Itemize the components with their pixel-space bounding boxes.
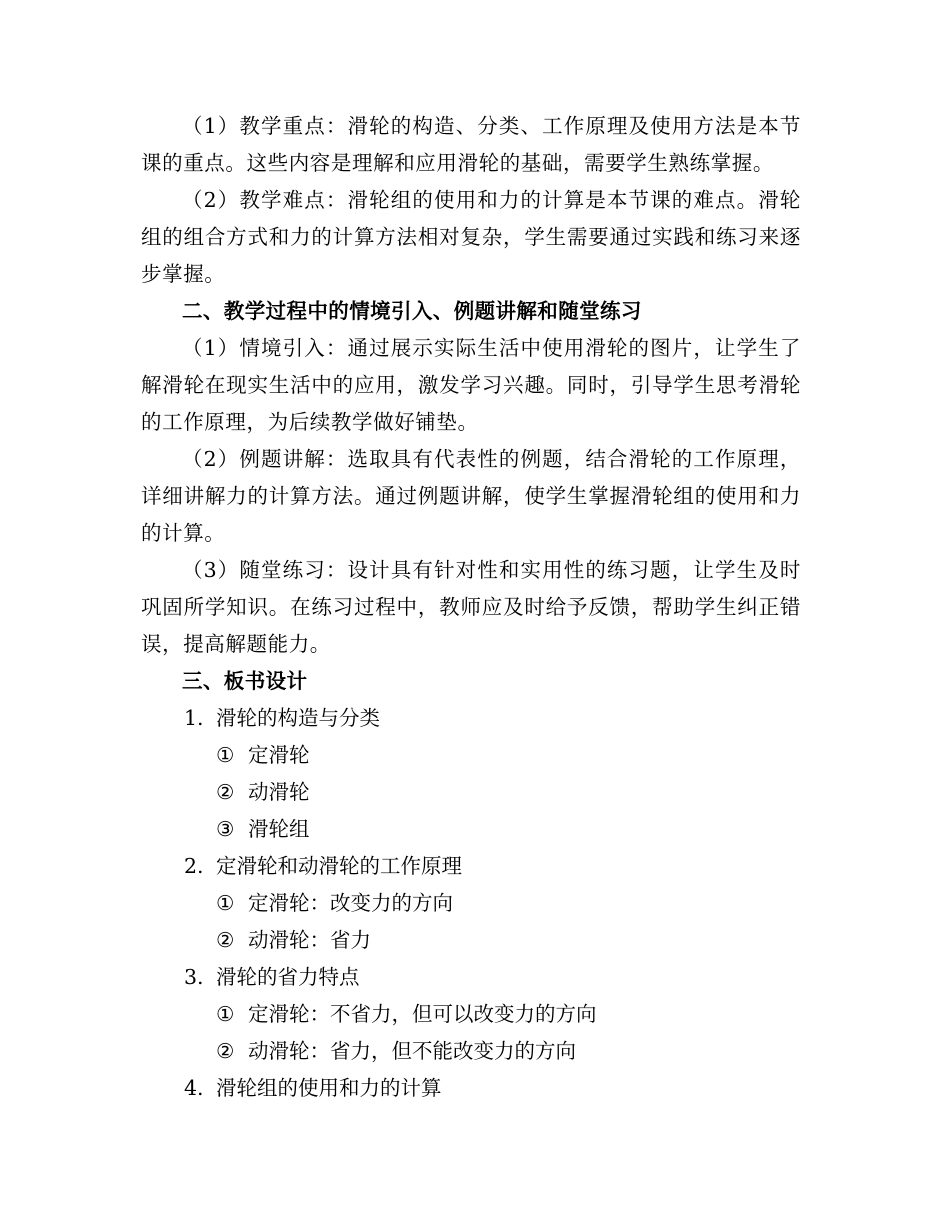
- list-number: 1.: [184, 706, 204, 730]
- list-text: 滑轮的构造与分类: [216, 706, 380, 730]
- board-item-1: [141, 700, 801, 737]
- list-text: 定滑轮：不省力，但可以改变力的方向: [248, 1002, 597, 1026]
- paragraph-situation-intro: （1）情境引入：通过展示实际生活中使用滑轮的图片，让学生了解滑轮在现实生活中的应用，激发学习兴趣。同时，引导学生思考滑轮的工作原理，为后续教学做好铺垫。: [141, 336, 801, 434]
- board-item-2: [141, 848, 801, 885]
- list-text: 动滑轮: [248, 780, 310, 804]
- section-heading-board-design: 三、板书设计: [182, 669, 308, 693]
- board-subitem: [141, 885, 801, 922]
- paragraph-example-explanation: （2）例题讲解：选取具有代表性的例题，结合滑轮的工作原理，详细讲解力的计算方法。通过例题讲解，使学生掌握滑轮组的使用和力的计算。: [141, 447, 801, 545]
- list-text: 定滑轮: [248, 743, 310, 767]
- document-body: [141, 108, 801, 1107]
- list-number: 2.: [184, 854, 204, 878]
- list-marker: ②: [216, 928, 235, 952]
- paragraph-teaching-difficulty: （2）教学难点：滑轮组的使用和力的计算是本节课的难点。滑轮组的组合方式和力的计算方法相对复杂，学生需要通过实践和练习来逐步掌握。: [141, 188, 801, 286]
- list-text: 滑轮组的使用和力的计算: [216, 1076, 442, 1100]
- board-subitem: [141, 737, 801, 774]
- list-text: 滑轮组: [248, 817, 310, 841]
- paragraph-class-practice: （3）随堂练习：设计具有针对性和实用性的练习题，让学生及时巩固所学知识。在练习过程中，教师应及时给予反馈，帮助学生纠正错误，提高解题能力。: [141, 558, 801, 656]
- board-subitem: [141, 996, 801, 1033]
- section-heading-teaching-process: 二、教学过程中的情境引入、例题讲解和随堂练习: [182, 299, 642, 323]
- list-text: 定滑轮和动滑轮的工作原理: [216, 854, 462, 878]
- list-text: 滑轮的省力特点: [216, 965, 360, 989]
- list-marker: ①: [216, 891, 235, 915]
- board-subitem: [141, 774, 801, 811]
- list-marker: ②: [216, 780, 235, 804]
- list-marker: ②: [216, 1039, 235, 1063]
- list-marker: ①: [216, 743, 235, 767]
- board-subitem: [141, 922, 801, 959]
- list-text: 定滑轮：改变力的方向: [248, 891, 453, 915]
- list-marker: ①: [216, 1002, 235, 1026]
- list-marker: ③: [216, 817, 235, 841]
- list-text: 动滑轮：省力，但不能改变力的方向: [248, 1039, 576, 1063]
- list-text: 动滑轮：省力: [248, 928, 371, 952]
- list-number: 3.: [184, 965, 204, 989]
- list-number: 4.: [184, 1076, 204, 1100]
- paragraph-teaching-focus: （1）教学重点：滑轮的构造、分类、工作原理及使用方法是本节课的重点。这些内容是理解和应用滑轮的基础，需要学生熟练掌握。: [141, 114, 801, 175]
- board-item-3: [141, 959, 801, 996]
- board-subitem: [141, 1033, 801, 1070]
- board-subitem: [141, 811, 801, 848]
- board-item-4: [141, 1070, 801, 1107]
